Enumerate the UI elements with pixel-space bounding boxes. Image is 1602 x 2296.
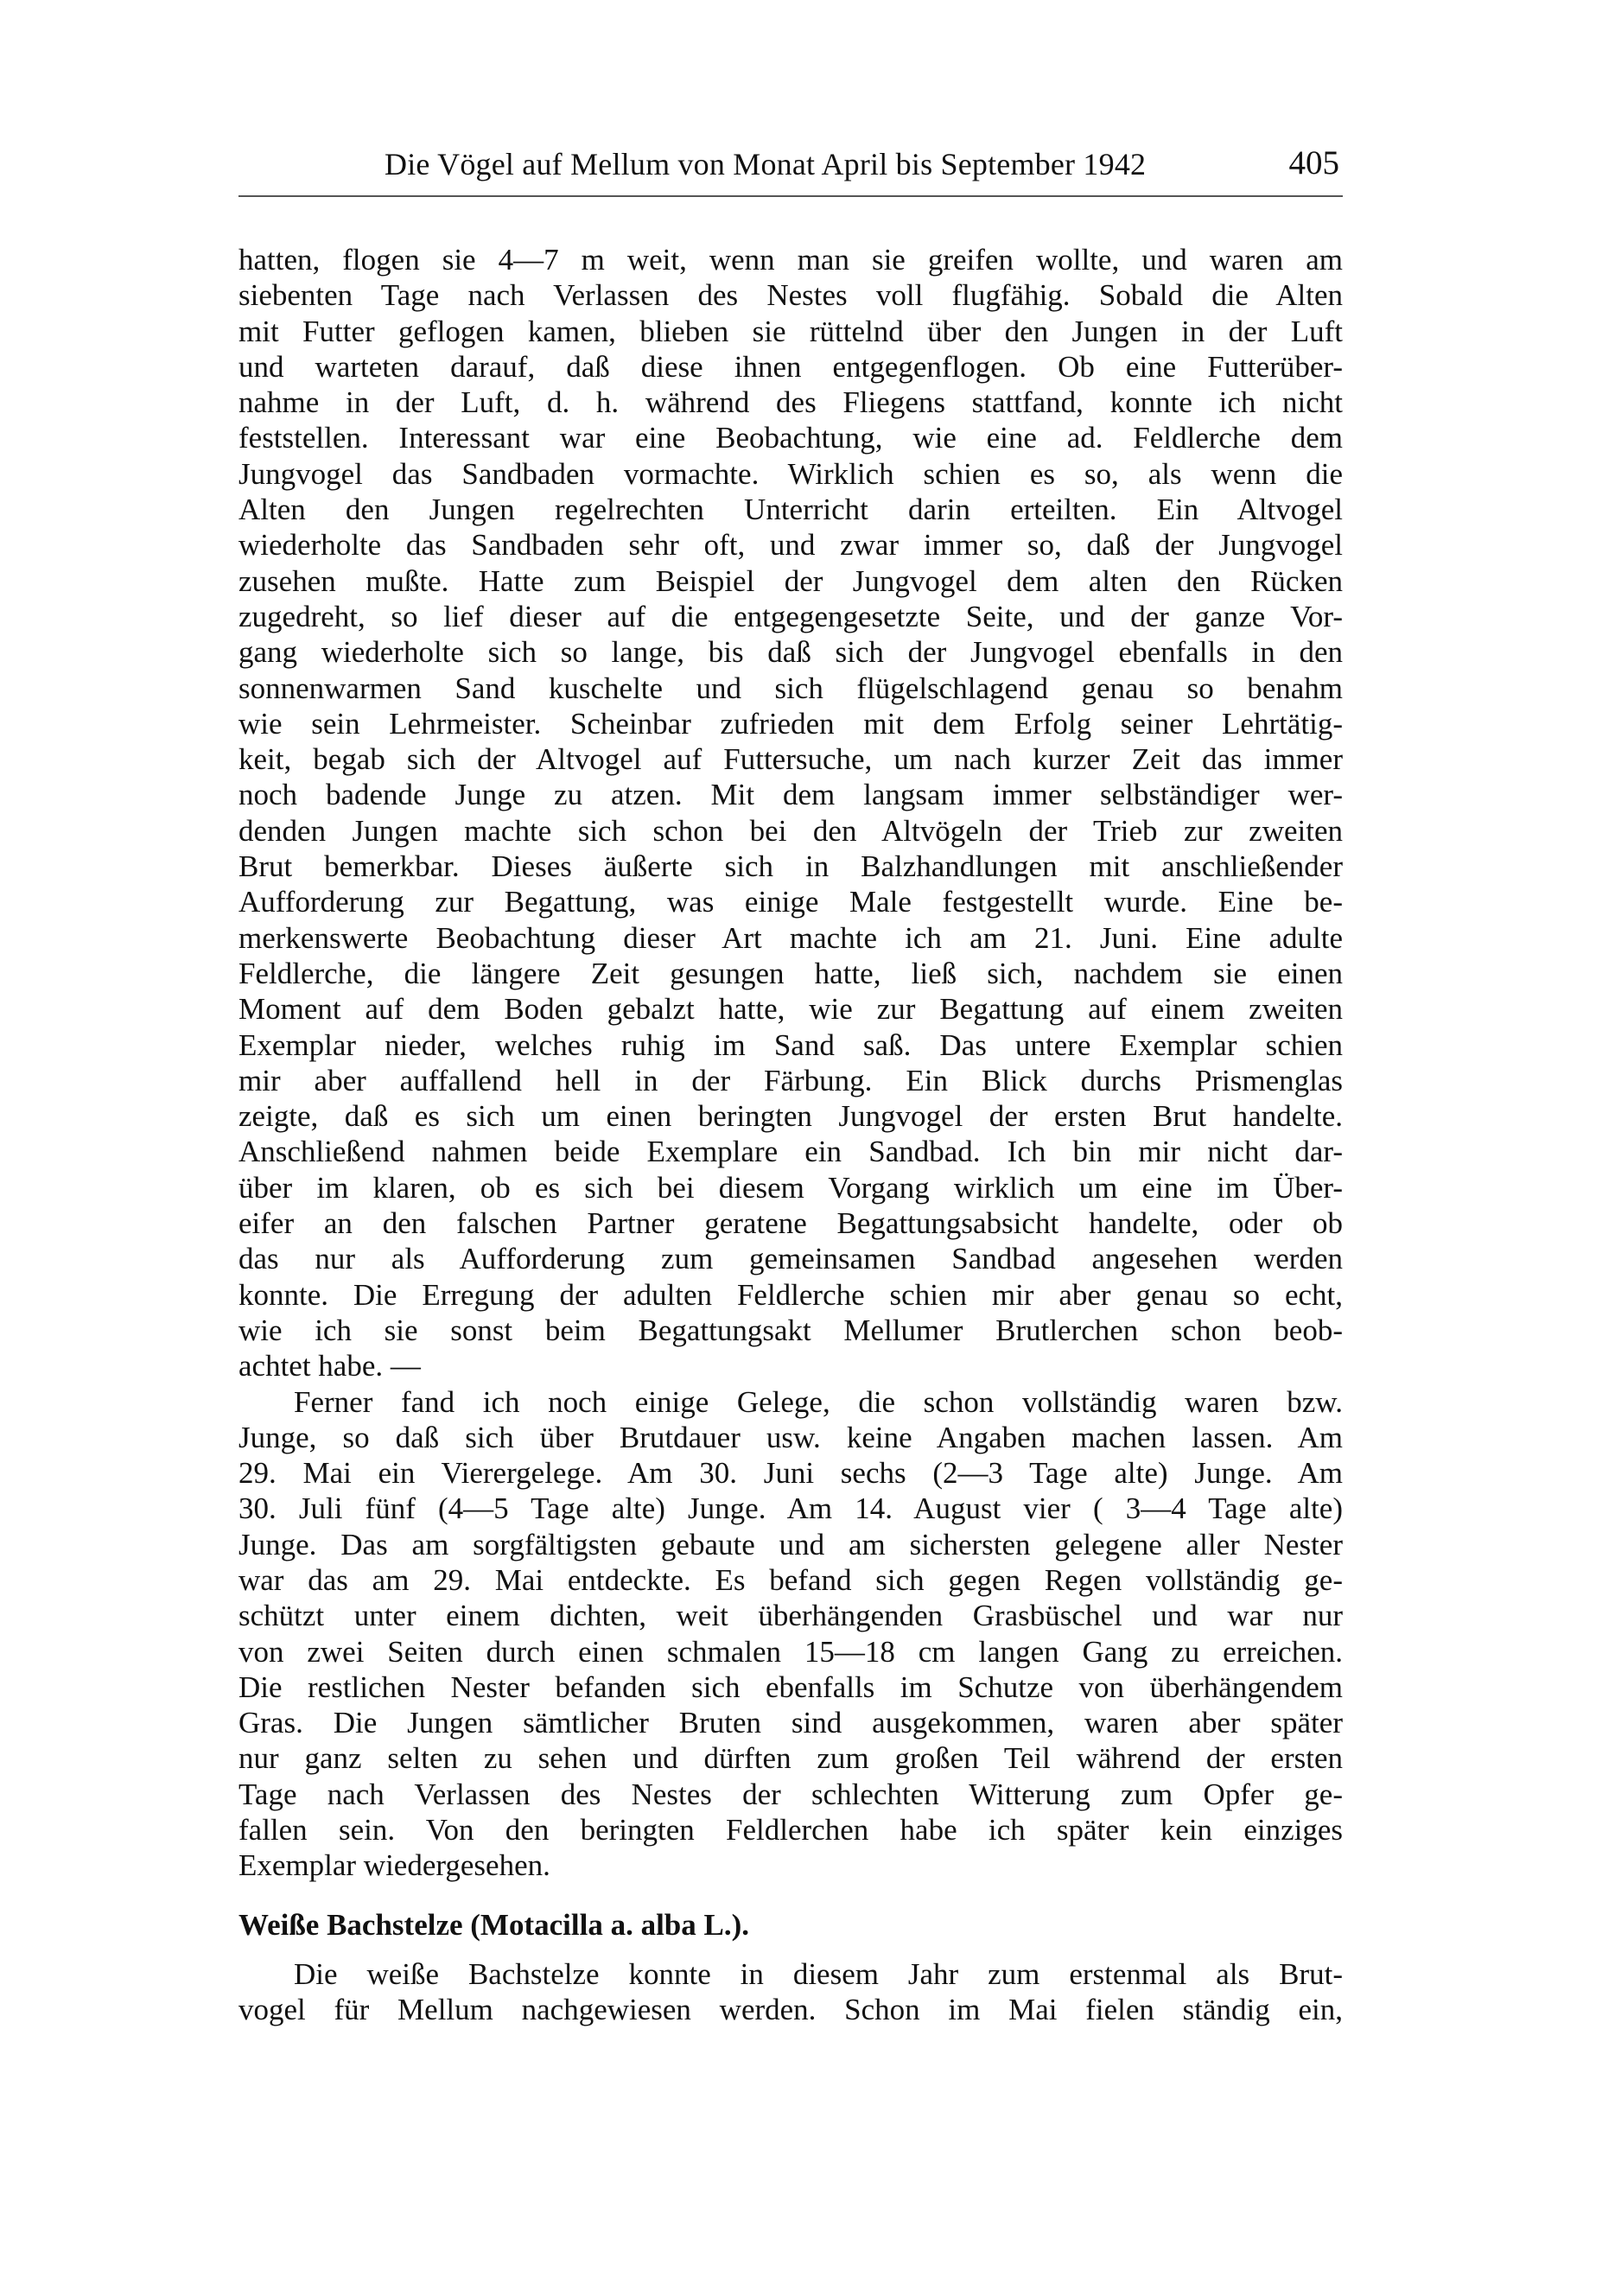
text-line: noch badende Junge zu atzen. Mit dem langsam immer selbständiger wer- xyxy=(238,778,1343,812)
text-line: zusehen mußte. Hatte zum Beispiel der Jungvogel dem alten den Rücken xyxy=(238,563,1343,598)
text-line: achtet habe. — xyxy=(238,1349,421,1383)
text-line: mir aber auffallend hell in der Färbung. Ein Blick durchs Prismenglas xyxy=(238,1063,1343,1097)
text-line: Aufforderung zur Begattung, was einige Male festgestellt wurde. Eine be- xyxy=(238,885,1343,919)
text-line: konnte. Die Erregung der adulten Feldlerche schien mir aber genau so echt, xyxy=(238,1277,1343,1312)
text-line: sonnenwarmen Sand kuschelte und sich flügelschlagend genau so benahm xyxy=(238,671,1343,705)
section-heading: Weiße Bachstelze (Motacilla a. alba L.). xyxy=(238,1907,750,1942)
text-line: Ferner fand ich noch einige Gelege, die schon vollständig waren bzw. xyxy=(294,1384,1343,1419)
text-line: denden Jungen machte sich schon bei den Altvögeln der Trieb zur zweiten xyxy=(238,813,1343,848)
text-line: siebenten Tage nach Verlassen des Nestes voll flugfähig. Sobald die Alten xyxy=(238,278,1343,313)
text-line: Feldlerche, die längere Zeit gesungen hatte, ließ sich, nachdem sie einen xyxy=(238,956,1343,990)
running-title: Die Vögel auf Mellum von Monat April bis September 1942 xyxy=(385,147,1147,181)
body-text xyxy=(238,242,1343,2027)
section-paragraph xyxy=(238,1956,1343,2028)
text-line: fallen sein. Von den beringten Feldlerchen habe ich später kein einziges xyxy=(238,1813,1343,1848)
text-line: war das am 29. Mai entdeckte. Es befand sich gegen Regen vollständig ge- xyxy=(238,1562,1343,1597)
text-line: hatten, flogen sie 4—7 m weit, wenn man sie greifen wollte, und waren am xyxy=(238,243,1343,277)
paragraph-1 xyxy=(238,242,1343,1384)
text-line: Alten den Jungen regelrechten Unterricht darin erteilten. Ein Altvogel xyxy=(238,493,1343,527)
text-line: wie ich sie sonst beim Begattungsakt Mellumer Brutlerchen schon beob- xyxy=(238,1313,1343,1347)
text-line: Exemplar wiedergesehen. xyxy=(238,1848,550,1883)
text-line: gang wiederholte sich so lange, bis daß sich der Jungvogel ebenfalls in den xyxy=(238,635,1343,670)
text-line: nahme in der Luft, d. h. während des Fliegens stattfand, konnte ich nicht xyxy=(238,385,1343,420)
text-line: Jungvogel das Sandbaden vormachte. Wirklich schien es so, als wenn die xyxy=(238,456,1343,491)
text-line: 29. Mai ein Vierergelege. Am 30. Juni sechs (2—3 Tage alte) Junge. Am xyxy=(238,1456,1343,1491)
text-line: und warteten darauf, daß diese ihnen entgegenflogen. Ob eine Futterüber- xyxy=(238,349,1343,384)
text-line: Tage nach Verlassen des Nestes der schlechten Witterung zum Opfer ge- xyxy=(238,1777,1343,1811)
page-number: 405 xyxy=(1288,144,1339,181)
text-line: keit, begab sich der Altvogel auf Futtersuche, um nach kurzer Zeit das immer xyxy=(238,742,1343,777)
text-line: mit Futter geflogen kamen, blieben sie rüttelnd über den Jungen in der Luft xyxy=(238,314,1343,348)
text-line: von zwei Seiten durch einen schmalen 15—18 cm langen Gang zu erreichen. xyxy=(238,1634,1343,1669)
text-line: vogel für Mellum nachgewiesen werden. Schon im Mai fielen ständig ein, xyxy=(238,1992,1343,2026)
paragraph-2 xyxy=(238,1384,1343,1884)
header-rule xyxy=(238,195,1343,197)
text-line: zugedreht, so lief dieser auf die entgegengesetzte Seite, und der ganze Vor- xyxy=(238,599,1343,633)
text-line: merkenswerte Beobachtung dieser Art machte ich am 21. Juni. Eine adulte xyxy=(238,920,1343,955)
text-line: feststellen. Interessant war eine Beobachtung, wie eine ad. Feldlerche dem xyxy=(238,421,1343,455)
text-line: Junge. Das am sorgfältigsten gebaute und am sichersten gelegene aller Nester xyxy=(238,1527,1343,1561)
text-line: nur ganz selten zu sehen und dürften zum großen Teil während der ersten xyxy=(238,1741,1343,1776)
text-line: wiederholte das Sandbaden sehr oft, und zwar immer so, daß der Jungvogel xyxy=(238,528,1343,563)
text-line: Junge, so daß sich über Brutdauer usw. keine Angaben machen lassen. Am xyxy=(238,1420,1343,1454)
text-line: Moment auf dem Boden gebalzt hatte, wie zur Begattung auf einem zweiten xyxy=(238,992,1343,1027)
text-line: 30. Juli fünf (4—5 Tage alte) Junge. Am 14. August vier ( 3—4 Tage alte) xyxy=(238,1491,1343,1526)
text-line: Brut bemerkbar. Dieses äußerte sich in Balzhandlungen mit anschließender xyxy=(238,849,1343,884)
text-line: Die weiße Bachstelze konnte in diesem Jahr zum erstenmal als Brut- xyxy=(294,1956,1343,1991)
text-line: wie sein Lehrmeister. Scheinbar zufrieden mit dem Erfolg seiner Lehrtätig- xyxy=(238,706,1343,741)
text-line: Anschließend nahmen beide Exemplare ein Sandbad. Ich bin mir nicht dar- xyxy=(238,1135,1343,1169)
text-line: eifer an den falschen Partner geratene Begattungsabsicht handelte, oder ob xyxy=(238,1206,1343,1241)
text-line: zeigte, daß es sich um einen beringten Jungvogel der ersten Brut handelte. xyxy=(238,1099,1343,1134)
text-line: über im klaren, ob es sich bei diesem Vorgang wirklich um eine im Über- xyxy=(238,1170,1343,1205)
text-line: das nur als Aufforderung zum gemeinsamen Sandbad angesehen werden xyxy=(238,1242,1343,1276)
text-line: Gras. Die Jungen sämtlicher Bruten sind ausgekommen, waren aber später xyxy=(238,1706,1343,1740)
text-line: schützt unter einem dichten, weit überhängenden Grasbüschel und war nur xyxy=(238,1599,1343,1633)
text-line: Exemplar nieder, welches ruhig im Sand saß. Das untere Exemplar schien xyxy=(238,1027,1343,1062)
text-line: Die restlichen Nester befanden sich ebenfalls im Schutze von überhängendem xyxy=(238,1670,1343,1704)
